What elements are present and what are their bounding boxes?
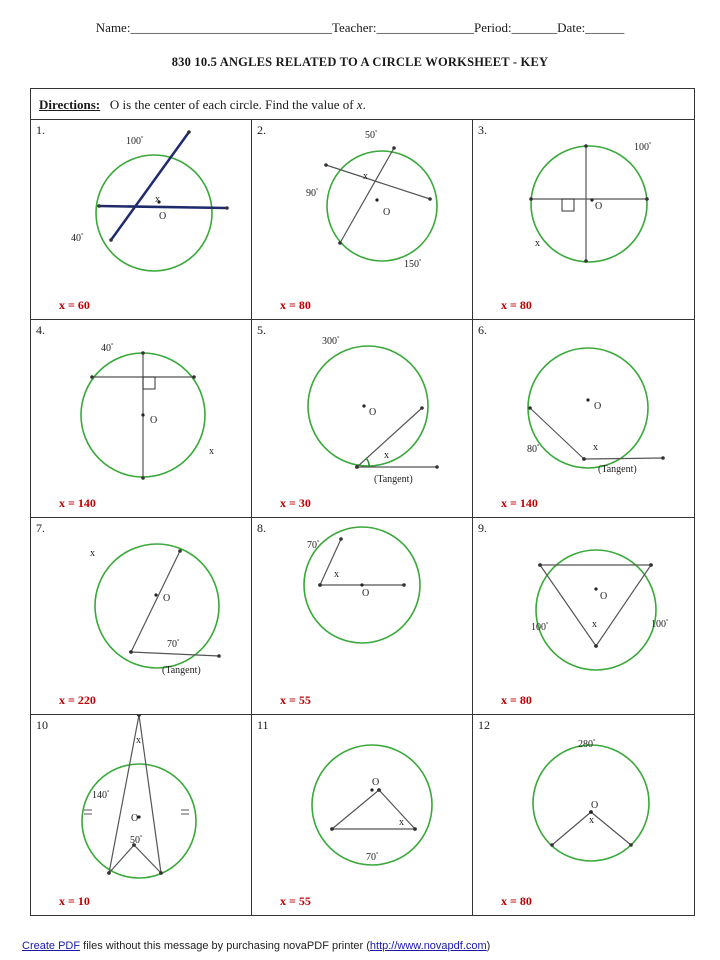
- endpoint: [129, 650, 133, 654]
- problem-number: 9.: [478, 521, 487, 535]
- circle: [82, 764, 196, 878]
- center-point: [360, 583, 363, 586]
- name-label: Name:: [95, 20, 131, 35]
- endpoint: [159, 871, 163, 875]
- problem-number: 10: [36, 718, 48, 732]
- endpoint: [107, 871, 111, 875]
- diagram-label: 280°: [578, 739, 596, 750]
- diagram-label: O: [150, 415, 158, 426]
- diagram-label: (Tangent): [598, 464, 637, 475]
- diagram-label: O: [159, 211, 167, 222]
- endpoint: [90, 375, 94, 379]
- endpoint: [420, 406, 424, 410]
- period-blank: _______: [511, 20, 558, 35]
- diagram-label: 40°: [101, 343, 114, 354]
- teacher-label: Teacher:: [331, 20, 377, 35]
- center-point: [594, 587, 597, 590]
- diagram-label: x: [334, 569, 339, 580]
- problem-cell-10: [31, 715, 252, 915]
- segment: [540, 565, 596, 646]
- segment: [109, 715, 139, 873]
- segment: [552, 812, 591, 845]
- endpoint: [629, 843, 633, 847]
- diagram-label: 70°: [366, 852, 379, 863]
- tick-mark: [84, 810, 92, 814]
- circle: [95, 544, 219, 668]
- footer-text: files without this message by purchasing novaPDF printer (: [80, 940, 370, 952]
- date-blank: ______: [585, 20, 625, 35]
- endpoint: [582, 457, 586, 461]
- directions-text: O is the center of each circle. Find the value of: [109, 97, 354, 112]
- diagram-label: 100°: [126, 136, 144, 147]
- endpoint: [109, 238, 113, 242]
- endpoint: [97, 204, 101, 208]
- diagram-label: x: [136, 735, 141, 746]
- answer-key: x = 80: [501, 894, 532, 908]
- diagram-label: x: [90, 548, 95, 559]
- problem-number: 4.: [36, 323, 45, 337]
- problem-cell-1: [31, 120, 252, 320]
- endpoint: [428, 197, 432, 201]
- diagram-label: 70°: [307, 540, 320, 551]
- problem-cell-3: [473, 120, 694, 320]
- endpoint: [141, 476, 145, 480]
- problem-cell-2: [252, 120, 473, 320]
- circle: [528, 348, 648, 468]
- answer-key: x = 140: [501, 496, 538, 510]
- circle-diagram-2: [252, 120, 473, 320]
- diagram-label: 100°: [651, 619, 669, 630]
- diagram-label: 150°: [404, 259, 422, 270]
- segment: [530, 408, 584, 459]
- circle: [536, 550, 656, 670]
- period-label: Period:: [474, 20, 512, 35]
- problem-grid: [31, 120, 694, 915]
- tick-mark: [181, 810, 189, 814]
- circle-diagram-1: [31, 120, 252, 320]
- endpoint: [187, 130, 191, 134]
- center-point: [590, 198, 593, 201]
- diagram-label: x: [589, 815, 594, 826]
- circle-diagram-10: [31, 715, 252, 915]
- problem-number: 12: [478, 718, 490, 732]
- endpoint: [538, 563, 542, 567]
- diagram-label: O: [372, 777, 380, 788]
- diagram-label: 40°: [71, 233, 84, 244]
- diagram-label: 70°: [167, 639, 180, 650]
- circle-diagram-12: [473, 715, 694, 915]
- problem-cell-9: [473, 518, 694, 715]
- segment: [139, 715, 161, 873]
- diagram-label: x: [155, 194, 160, 205]
- endpoint: [402, 583, 406, 587]
- endpoint: [661, 456, 665, 460]
- diagram-label: (Tangent): [374, 474, 413, 485]
- center-point: [586, 398, 589, 401]
- endpoint: [324, 163, 328, 167]
- segment: [584, 458, 663, 459]
- problem-cell-6: [473, 320, 694, 518]
- worksheet-title: 830 10.5 ANGLES RELATED TO A CIRCLE WORKSHEET - KEY: [171, 55, 549, 69]
- directions-label: Directions:: [39, 97, 101, 112]
- endpoint: [584, 144, 588, 148]
- directions-row: Directions: O is the center of each circle. Find the value of x.: [31, 89, 694, 120]
- problem-number: 7.: [36, 521, 45, 535]
- endpoint: [225, 206, 229, 210]
- diagram-label: O: [594, 401, 602, 412]
- date-label: Date:: [557, 20, 586, 35]
- endpoint: [141, 351, 145, 355]
- circle-diagram-8: [252, 518, 473, 715]
- segment: [332, 790, 379, 829]
- endpoint: [413, 827, 417, 831]
- diagram-label: O: [595, 201, 603, 212]
- right-angle-mark: [562, 199, 574, 211]
- circle-diagram-7: [31, 518, 252, 715]
- endpoint: [528, 406, 532, 410]
- center-point: [362, 404, 365, 407]
- problem-number: 2.: [257, 123, 266, 137]
- answer-key: x = 140: [59, 496, 96, 510]
- diagram-label: O: [131, 813, 139, 824]
- directions-variable: x: [356, 97, 363, 112]
- diagram-label: (Tangent): [162, 665, 201, 676]
- create-pdf-link[interactable]: Create PDF: [22, 940, 81, 952]
- endpoint: [192, 375, 196, 379]
- segment: [596, 565, 651, 646]
- problem-number: 6.: [478, 323, 487, 337]
- worksheet-table: [30, 88, 695, 916]
- center-point: [375, 198, 378, 201]
- diagram-label: 140°: [92, 790, 110, 801]
- diagram-label: O: [369, 407, 377, 418]
- endpoint: [339, 537, 343, 541]
- answer-key: x = 55: [280, 894, 311, 908]
- diagram-label: O: [383, 207, 391, 218]
- circle-diagram-9: [473, 518, 694, 715]
- answer-key: x = 80: [280, 298, 311, 312]
- diagram-label: 100°: [531, 622, 549, 633]
- endpoint: [435, 465, 439, 469]
- segment: [131, 551, 180, 652]
- endpoint: [550, 843, 554, 847]
- diagram-label: 80°: [527, 444, 540, 455]
- student-info-line: [0, 20, 720, 36]
- problem-number: 1.: [36, 123, 45, 137]
- segment: [109, 845, 134, 873]
- endpoint: [355, 465, 359, 469]
- diagram-label: 90°: [306, 188, 319, 199]
- diagram-label: x: [535, 238, 540, 249]
- segment: [379, 790, 415, 829]
- diagram-label: 100°: [634, 142, 652, 153]
- circle-diagram-6: [473, 320, 694, 518]
- circle: [327, 151, 437, 261]
- diagram-label: 50°: [130, 835, 143, 846]
- answer-key: x = 80: [501, 298, 532, 312]
- endpoint: [584, 259, 588, 263]
- segment: [134, 845, 161, 873]
- right-angle-mark: [143, 377, 155, 389]
- endpoint: [137, 715, 141, 717]
- diagram-label: 50°: [365, 130, 378, 141]
- endpoint: [178, 549, 182, 553]
- diagram-label: O: [362, 588, 370, 599]
- answer-key: x = 80: [501, 693, 532, 707]
- endpoint: [330, 827, 334, 831]
- endpoint: [392, 146, 396, 150]
- endpoint: [594, 644, 598, 648]
- answer-key: x = 10: [59, 894, 90, 908]
- answer-key: x = 55: [280, 693, 311, 707]
- segment: [111, 132, 189, 240]
- diagram-label: x: [592, 619, 597, 630]
- center-point: [141, 413, 144, 416]
- diagram-label: x: [384, 450, 389, 461]
- endpoint: [217, 654, 221, 658]
- endpoint: [377, 788, 381, 792]
- circle: [312, 745, 432, 865]
- problem-cell-7: [31, 518, 252, 715]
- problem-cell-8: [252, 518, 473, 715]
- endpoint: [338, 241, 342, 245]
- diagram-label: x: [363, 171, 368, 182]
- circle-diagram-5: [252, 320, 473, 518]
- teacher-blank: _______________: [376, 20, 474, 35]
- problem-number: 8.: [257, 521, 266, 535]
- segment: [99, 206, 227, 208]
- problem-cell-4: [31, 320, 252, 518]
- answer-key: x = 30: [280, 496, 311, 510]
- diagram-label: x: [209, 446, 214, 457]
- problem-cell-12: [473, 715, 694, 915]
- answer-key: x = 60: [59, 298, 90, 312]
- diagram-label: O: [591, 800, 599, 811]
- circle: [96, 155, 212, 271]
- segment: [326, 165, 430, 199]
- problem-number: 11: [257, 718, 269, 732]
- problem-cell-11: [252, 715, 473, 915]
- segment: [131, 652, 219, 656]
- endpoint: [529, 197, 533, 201]
- answer-key: x = 220: [59, 693, 96, 707]
- center-point: [370, 788, 373, 791]
- diagram-label: O: [163, 593, 171, 604]
- pdf-footer: Create PDF files without this message by purchasing novaPDF printer (http://www.novapdf.com): [22, 940, 491, 952]
- circle: [308, 346, 428, 466]
- diagram-label: x: [593, 442, 598, 453]
- endpoint: [318, 583, 322, 587]
- novapdf-url-link[interactable]: http://www.novapdf.com: [369, 940, 487, 952]
- name-blank: _______________________________: [130, 20, 332, 35]
- diagram-label: x: [399, 817, 404, 828]
- circle-diagram-11: [252, 715, 473, 915]
- problem-cell-5: [252, 320, 473, 518]
- diagram-label: 300°: [322, 336, 340, 347]
- problem-number: 3.: [478, 123, 487, 137]
- endpoint: [645, 197, 649, 201]
- center-point: [154, 593, 157, 596]
- circle: [531, 146, 647, 262]
- endpoint: [649, 563, 653, 567]
- circle-diagram-3: [473, 120, 694, 320]
- segment: [591, 812, 631, 845]
- diagram-label: O: [600, 591, 608, 602]
- circle-diagram-4: [31, 320, 252, 518]
- problem-number: 5.: [257, 323, 266, 337]
